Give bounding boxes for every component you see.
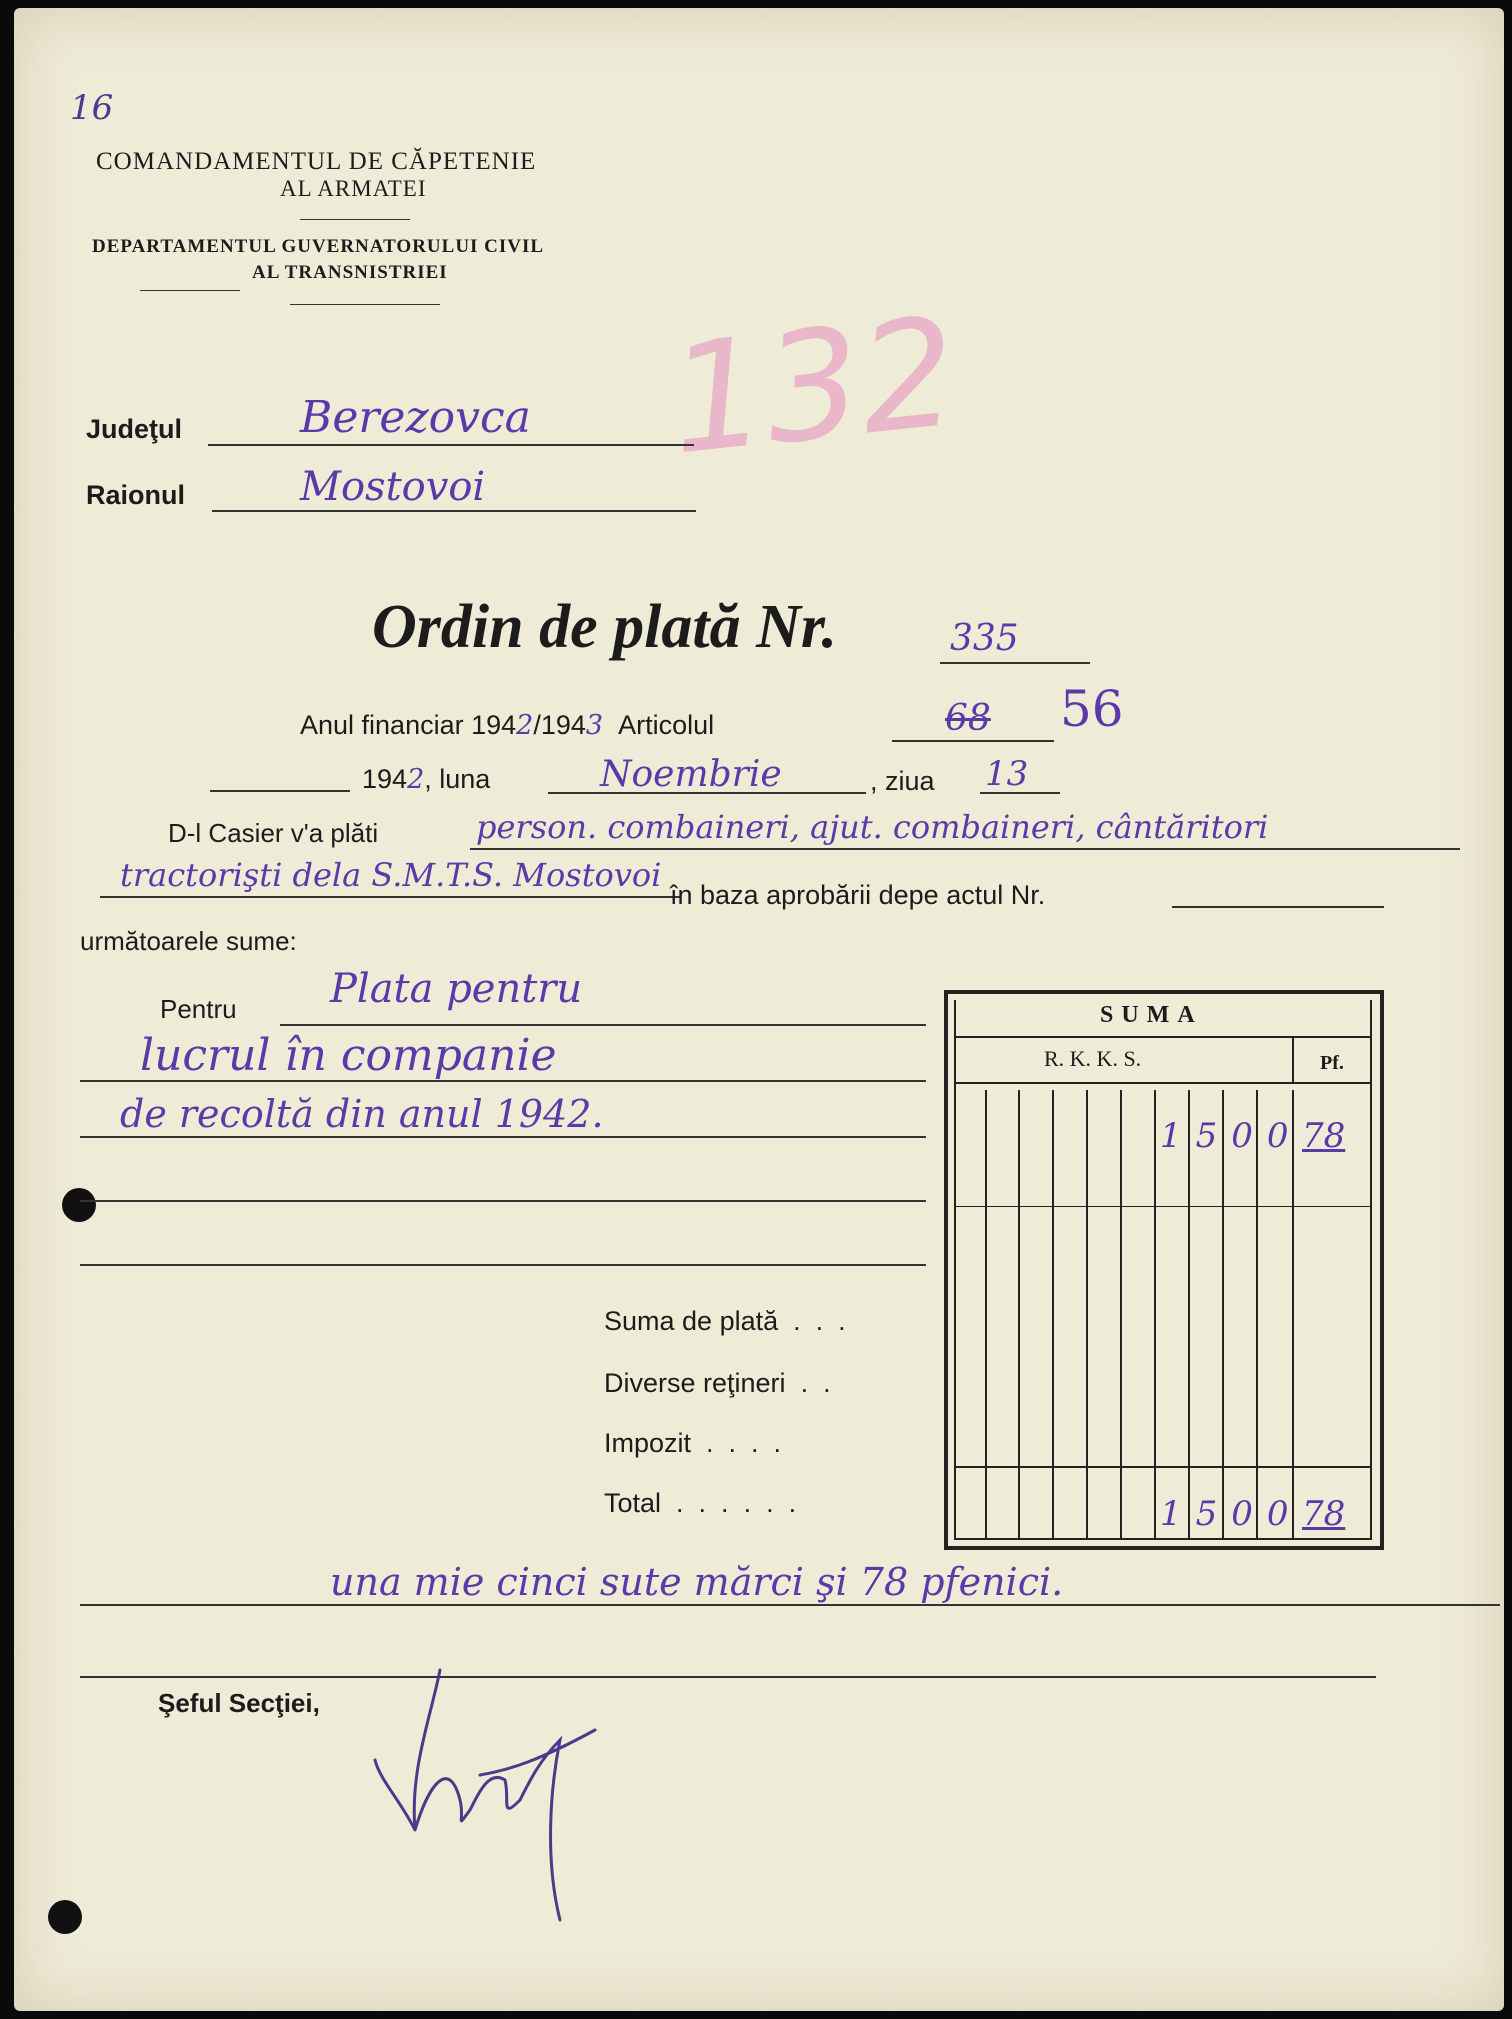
articol-label: Articolul [618, 710, 715, 740]
pentru-underline-3 [80, 1136, 926, 1138]
pentru-underline-5 [80, 1264, 926, 1266]
year-mid: /194 [533, 710, 586, 740]
table-border-right [1380, 990, 1384, 1550]
pentru-label: Pentru [160, 994, 237, 1024]
table-column-line [1188, 1090, 1190, 1538]
table-column-line [1120, 1090, 1122, 1538]
table-sub-divider [1292, 1038, 1294, 1082]
ziua-value: 13 [985, 754, 1029, 794]
table-column-line [1292, 1090, 1294, 1538]
impozit-text: Impozit [604, 1428, 692, 1458]
amount-in-words: una mie cinci sute mărci şi 78 pfenici. [330, 1560, 1064, 1604]
diverse-text: Diverse reţineri [604, 1368, 786, 1398]
date-left-underline [210, 790, 350, 792]
table-column-line [1052, 1090, 1054, 1538]
order-title-text: Ordin de plată Nr. [372, 593, 838, 661]
total-label: Total . . . . . . [604, 1488, 797, 1518]
baza-underline [1172, 906, 1384, 908]
table-header-divider [954, 1036, 1372, 1038]
header-line-2: AL ARMATEI [280, 176, 427, 201]
table-border-left-inner [954, 1000, 956, 1540]
page-number: 16 [70, 88, 114, 128]
ziua-label: , ziua [870, 766, 935, 796]
casier-value-2: tractorişti dela S.M.T.S. Mostovoi [120, 856, 662, 894]
pentru-line-3: de recoltă din anul 1942. [120, 1092, 604, 1136]
table-column-line [1256, 1090, 1258, 1538]
table-column-line [1154, 1090, 1156, 1538]
table-row-line [954, 1206, 1372, 1207]
articol-old-value: 68 [945, 698, 991, 739]
table-border-top [944, 990, 1384, 994]
diverse-label: Diverse reţineri . . [604, 1368, 831, 1398]
casier-underline-2 [100, 896, 680, 898]
header-line-3: DEPARTAMENTUL GUVERNATORULUI CIVIL [92, 236, 545, 257]
impozit-label: Impozit . . . . [604, 1428, 782, 1458]
judetul-value: Berezovca [300, 392, 531, 443]
suma-de-plata-label: Suma de plată . . . [604, 1306, 846, 1336]
header-divider [290, 304, 440, 305]
casier-label: D-l Casier v'a plăti [168, 818, 379, 848]
stamp-number: 132 [661, 285, 965, 489]
suma-de-plata-text: Suma de plată [604, 1306, 779, 1336]
raionul-label: Raionul [86, 480, 185, 510]
sume-label: următoarele sume: [80, 926, 297, 956]
articol-underline [892, 740, 1054, 742]
luna-label: , luna [424, 764, 491, 794]
raionul-value: Mostovoi [300, 464, 486, 510]
order-number: 335 [950, 618, 1019, 659]
table-border-right-inner [1370, 1000, 1372, 1540]
header-line-1: COMANDAMENTUL DE CĂPETENIE [96, 148, 537, 175]
pentru-underline-4 [80, 1200, 926, 1202]
header-divider [300, 219, 410, 220]
casier-underline-1 [470, 848, 1460, 850]
table-column-line [1086, 1090, 1088, 1538]
order-title [372, 592, 837, 663]
suma-header: SUMA [1100, 1002, 1203, 1028]
header-divider [140, 290, 240, 291]
articol-new-value: 56 [1060, 680, 1124, 738]
table-border-bottom [944, 1546, 1384, 1550]
pentru-line-1: Plata pentru [330, 966, 583, 1012]
year-prefix: Anul financiar 194 [300, 710, 517, 740]
year-digit-2: 3 [585, 710, 604, 741]
row-amount: 1500 [1160, 1116, 1303, 1156]
total-text: Total [604, 1488, 662, 1518]
handwritten-signature [360, 1660, 640, 1940]
punch-hole [62, 1188, 96, 1222]
date-year-prefix: 194 [362, 764, 408, 794]
signature-label: Şeful Secţiei, [158, 1688, 320, 1718]
order-number-underline [940, 662, 1090, 664]
pentru-underline-1 [280, 1024, 926, 1026]
words-underline-2 [80, 1676, 1376, 1678]
row-pf: 78 [1302, 1116, 1346, 1156]
suma-sub-right: Pf. [1320, 1052, 1344, 1074]
luna-value: Noembrie [600, 754, 782, 795]
words-underline-1 [80, 1604, 1500, 1606]
date-year [362, 764, 490, 795]
punch-hole [48, 1900, 82, 1934]
table-column-line [1222, 1090, 1224, 1538]
table-subheader-divider [954, 1082, 1372, 1084]
judetul-underline [208, 444, 694, 446]
table-column-line [985, 1090, 987, 1538]
raionul-underline [212, 510, 696, 512]
total-pf: 78 [1302, 1494, 1346, 1534]
date-year-digit: 2 [407, 764, 425, 795]
table-row-line [954, 1466, 1372, 1468]
table-border-left [944, 990, 948, 1550]
judetul-label: Judeţul [86, 414, 183, 444]
table-border-bottom-inner [954, 1538, 1372, 1540]
casier-value-1: person. combaineri, ajut. combaineri, cântăritori [476, 808, 1269, 846]
pentru-line-2: lucrul în companie [140, 1030, 557, 1081]
header-line-4: AL TRANSNISTRIEI [252, 262, 448, 283]
year-line [300, 710, 714, 741]
baza-label: în baza aprobării depe actul Nr. [670, 880, 1046, 910]
suma-sub-left: R. K. K. S. [1044, 1046, 1142, 1071]
year-digit-1: 2 [516, 710, 534, 741]
table-column-line [1018, 1090, 1020, 1538]
total-amount: 1500 [1160, 1494, 1303, 1534]
